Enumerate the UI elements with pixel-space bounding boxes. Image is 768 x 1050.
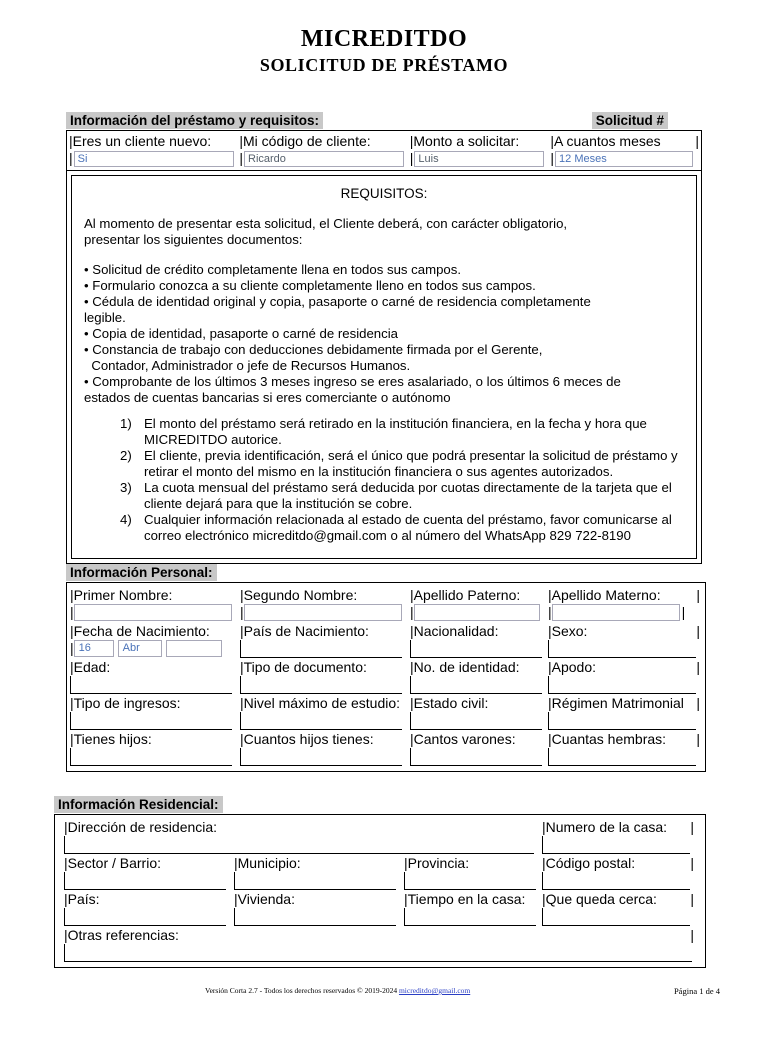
field-nivel-estudio-label: |Nivel máximo de estudio: <box>240 695 401 711</box>
input-primer-nombre[interactable] <box>74 604 232 621</box>
input-nacimiento-mes[interactable]: Abr <box>118 640 162 657</box>
document-page <box>0 26 768 1050</box>
field-pais <box>64 890 234 926</box>
field-sector-barrio <box>64 854 234 890</box>
personal-section-header: Información Personal: <box>66 564 217 581</box>
input-codigo-postal[interactable] <box>542 872 690 890</box>
loan-section-header-row <box>66 112 702 129</box>
field-pipe: | <box>70 604 74 620</box>
input-nacimiento-anio[interactable] <box>166 640 222 657</box>
input-pais-nacimiento[interactable] <box>240 640 402 658</box>
input-no-identidad[interactable] <box>410 676 542 694</box>
personal-row-children <box>70 730 702 766</box>
field-sexo <box>548 622 700 658</box>
field-no-identidad <box>410 658 548 694</box>
requisitos-intro-line-1: Al momento de presentar esta solicitud, el Cliente deberá, con carácter obligatorio, <box>84 216 568 231</box>
personal-row-identity <box>70 658 702 694</box>
field-otras-referencias <box>64 926 694 962</box>
input-municipio[interactable] <box>234 872 396 890</box>
field-cliente-nuevo <box>69 133 239 167</box>
input-monto-solicitar[interactable]: Luis <box>414 151 544 167</box>
field-edad <box>70 658 240 694</box>
field-regimen-matrimonial-label: |Régimen Matrimonial | <box>548 695 700 711</box>
requisitos-bullet: • Formulario conozca a su cliente completamente lleno en todos sus campos. <box>84 278 536 293</box>
personal-information-section <box>66 564 706 772</box>
field-pipe: | <box>681 604 686 620</box>
field-monto-solicitar <box>410 133 551 167</box>
field-apellido-paterno-label: |Apellido Paterno: <box>410 587 521 603</box>
footer-copyright-text: Versión Corta 2.7 - Todos los derechos reservados © 2019-2024 <box>205 986 399 995</box>
field-segundo-nombre-label: |Segundo Nombre: <box>240 587 358 603</box>
field-fecha-nacimiento-label: |Fecha de Nacimiento: <box>70 623 210 639</box>
residential-section-header: Información Residencial: <box>54 796 223 813</box>
field-fecha-nacimiento <box>70 622 240 658</box>
field-pipe: | <box>70 640 74 656</box>
requisitos-bullet: • Constancia de trabajo con deducciones debidamente firmada por el Gerente, <box>84 342 543 357</box>
requisitos-numbered-item: Cualquier información relacionada al estado de cuenta del préstamo, favor comunicarse al correo electrónico micreditdo@gmail.com o al número del WhatsApp 829 722-8190 <box>144 512 672 543</box>
field-cuantos-meses-label: |A cuantos meses | <box>550 133 699 149</box>
field-codigo-cliente <box>239 133 409 167</box>
requisitos-inner-box <box>71 175 697 559</box>
field-pais-label: |País: <box>64 891 100 907</box>
field-sector-barrio-label: |Sector / Barrio: <box>64 855 162 871</box>
field-primer-nombre-label: |Primer Nombre: <box>70 587 173 603</box>
field-queda-cerca-label: |Que queda cerca: | <box>542 891 694 907</box>
input-queda-cerca[interactable] <box>542 908 690 926</box>
personal-row-birth <box>70 622 702 658</box>
field-monto-solicitar-label: |Monto a solicitar: <box>409 133 520 149</box>
footer-email-link[interactable]: micreditdo@gmail.com <box>398 986 471 995</box>
field-pipe: | <box>240 604 244 620</box>
field-cuantas-hembras-label: |Cuantas hembras: | <box>548 731 700 747</box>
requisitos-title: REQUISITOS: <box>340 186 428 201</box>
field-pipe: | <box>550 150 555 166</box>
requisitos-bullet: • Copia de identidad, pasaporte o carné de residencia <box>84 326 399 341</box>
input-edad[interactable] <box>70 676 232 694</box>
input-tipo-documento[interactable] <box>240 676 402 694</box>
field-tiempo-casa-label: |Tiempo en la casa: <box>404 891 526 907</box>
loan-fields-row <box>66 130 702 170</box>
field-numero-casa-label: |Numero de la casa: | <box>542 819 694 835</box>
field-pais-nacimiento <box>240 622 410 658</box>
input-otras-referencias[interactable] <box>64 944 692 962</box>
input-numero-casa[interactable] <box>542 836 690 854</box>
field-provincia-label: |Provincia: <box>404 855 470 871</box>
field-cliente-nuevo-label: |Eres un cliente nuevo: <box>69 133 212 149</box>
field-segundo-nombre <box>240 586 410 621</box>
field-nivel-estudio <box>240 694 410 730</box>
field-apodo-label: |Apodo: | <box>548 659 700 675</box>
field-apellido-materno <box>548 586 700 621</box>
field-sexo-label: |Sexo: | <box>548 623 700 639</box>
loan-section-header: Información del préstamo y requisitos: <box>66 112 323 129</box>
input-codigo-cliente[interactable]: Ricardo <box>244 151 404 167</box>
field-tipo-ingresos-label: |Tipo de ingresos: <box>70 695 181 711</box>
input-tienes-hijos[interactable] <box>70 748 232 766</box>
field-tienes-hijos-label: |Tienes hijos: <box>70 731 152 747</box>
input-pais[interactable] <box>64 908 226 926</box>
residential-section-header-row <box>54 796 706 813</box>
residential-row-references <box>64 926 702 962</box>
field-no-identidad-label: |No. de identidad: <box>410 659 520 675</box>
footer-copyright <box>205 986 470 995</box>
page-subtitle: SOLICITUD DE PRÉSTAMO <box>259 55 509 76</box>
input-nacimiento-dia[interactable]: 16 <box>74 640 114 657</box>
input-apellido-paterno[interactable] <box>414 604 540 621</box>
field-provincia <box>404 854 542 890</box>
requisitos-numbered-item: El monto del préstamo será retirado en la institución financiera, en la fecha y hora que MICREDITDO autorice. <box>144 416 647 447</box>
input-regimen-matrimonial[interactable] <box>548 712 696 730</box>
field-tienes-hijos <box>70 730 240 766</box>
input-cantos-varones[interactable] <box>410 748 542 766</box>
requisitos-bullet: Contador, Administrador o jefe de Recursos Humanos. <box>84 358 411 373</box>
field-municipio <box>234 854 404 890</box>
field-pipe: | <box>548 604 552 620</box>
personal-fields-box <box>66 582 706 772</box>
requisitos-outer-box <box>66 170 702 564</box>
loan-information-section <box>66 112 702 564</box>
field-codigo-postal-label: |Código postal: | <box>542 855 694 871</box>
field-cuantos-hijos <box>240 730 410 766</box>
field-queda-cerca <box>542 890 694 926</box>
field-pais-nacimiento-label: |País de Nacimiento: <box>240 623 369 639</box>
input-sexo[interactable] <box>548 640 696 658</box>
personal-row-names <box>70 586 702 621</box>
field-codigo-cliente-label: |Mi código de cliente: <box>239 133 371 149</box>
input-cliente-nuevo[interactable]: Si <box>74 151 234 167</box>
input-apellido-materno[interactable] <box>552 604 680 621</box>
input-nacionalidad[interactable] <box>410 640 542 658</box>
field-numero-casa <box>542 818 694 854</box>
field-direccion-residencia-label: |Dirección de residencia: <box>64 819 218 835</box>
footer-page-number: Página 1 de 4 <box>673 986 720 996</box>
personal-row-income <box>70 694 702 730</box>
field-pipe: | <box>239 150 244 166</box>
input-cuantos-hijos[interactable] <box>240 748 402 766</box>
input-tiempo-casa[interactable] <box>404 908 536 926</box>
field-apellido-paterno <box>410 586 548 621</box>
field-codigo-postal <box>542 854 694 890</box>
field-tipo-documento-label: |Tipo de documento: <box>240 659 367 675</box>
field-primer-nombre <box>70 586 240 621</box>
requisitos-bullet: estados de cuentas bancarias si eres comerciante o autónomo <box>84 390 451 405</box>
field-vivienda <box>234 890 404 926</box>
input-vivienda[interactable] <box>234 908 396 926</box>
field-cuantos-meses <box>550 133 699 167</box>
residential-fields-box <box>54 814 706 968</box>
field-otras-referencias-label: |Otras referencias: | <box>64 927 694 943</box>
field-regimen-matrimonial <box>548 694 700 730</box>
requisitos-numbered-item: La cuota mensual del préstamo será deducida por cuotas directamente de la tarjeta que el cliente dejará para que la institución se cobre. <box>144 480 672 511</box>
field-nacionalidad-label: |Nacionalidad: <box>410 623 499 639</box>
field-cuantas-hembras <box>548 730 700 766</box>
input-apodo[interactable] <box>548 676 696 694</box>
field-apellido-materno-label: |Apellido Materno: | <box>548 587 700 603</box>
field-tipo-documento <box>240 658 410 694</box>
input-direccion-residencia[interactable] <box>64 836 534 854</box>
input-sector-barrio[interactable] <box>64 872 226 890</box>
requisitos-bullet: • Solicitud de crédito completamente llena en todos sus campos. <box>84 262 462 277</box>
solicitud-number-header: Solicitud # <box>592 112 668 129</box>
field-cantos-varones <box>410 730 548 766</box>
residential-row-address <box>64 818 702 854</box>
input-cuantas-hembras[interactable] <box>548 748 696 766</box>
requisitos-intro <box>84 216 684 248</box>
input-cuantos-meses[interactable]: 12 Meses <box>555 151 693 167</box>
field-tiempo-casa <box>404 890 542 926</box>
field-vivienda-label: |Vivienda: <box>234 891 295 907</box>
input-provincia[interactable] <box>404 872 536 890</box>
field-estado-civil <box>410 694 548 730</box>
input-segundo-nombre[interactable] <box>244 604 402 621</box>
page-title: MICREDITDO <box>300 26 468 52</box>
input-tipo-ingresos[interactable] <box>70 712 232 730</box>
field-direccion-residencia <box>64 818 542 854</box>
requisitos-bullet-list <box>84 262 684 406</box>
requisitos-numbered-list <box>84 416 684 544</box>
field-edad-label: |Edad: <box>70 659 111 675</box>
residential-row-country <box>64 890 702 926</box>
field-cantos-varones-label: |Cantos varones: <box>410 731 516 747</box>
field-pipe: | <box>69 150 73 166</box>
residential-information-section <box>54 796 706 968</box>
input-nivel-estudio[interactable] <box>240 712 402 730</box>
requisitos-bullet: • Cédula de identidad original y copia, pasaporte o carné de residencia completamente <box>84 294 591 309</box>
field-pipe: | <box>409 150 414 166</box>
field-pipe: | <box>410 604 414 620</box>
requisitos-bullet: • Comprobante de los últimos 3 meses ingreso se eres asalariado, o los últimos 6 meces de <box>84 374 621 389</box>
field-estado-civil-label: |Estado civil: <box>410 695 489 711</box>
requisitos-numbered-item: El cliente, previa identificación, será el único que podrá presentar la solicitud de préstamo y retirar el monto del mismo en la institución financiera o sus agentes autorizados. <box>144 448 678 479</box>
requisitos-bullet: legible. <box>84 310 126 325</box>
input-estado-civil[interactable] <box>410 712 542 730</box>
personal-section-header-row <box>66 564 706 581</box>
field-municipio-label: |Municipio: <box>234 855 301 871</box>
field-cuantos-hijos-label: |Cuantos hijos tienes: <box>240 731 374 747</box>
requisitos-intro-line-2: presentar los siguientes documentos: <box>84 232 303 247</box>
field-apodo <box>548 658 700 694</box>
residential-row-sector <box>64 854 702 890</box>
field-nacionalidad <box>410 622 548 658</box>
field-tipo-ingresos <box>70 694 240 730</box>
